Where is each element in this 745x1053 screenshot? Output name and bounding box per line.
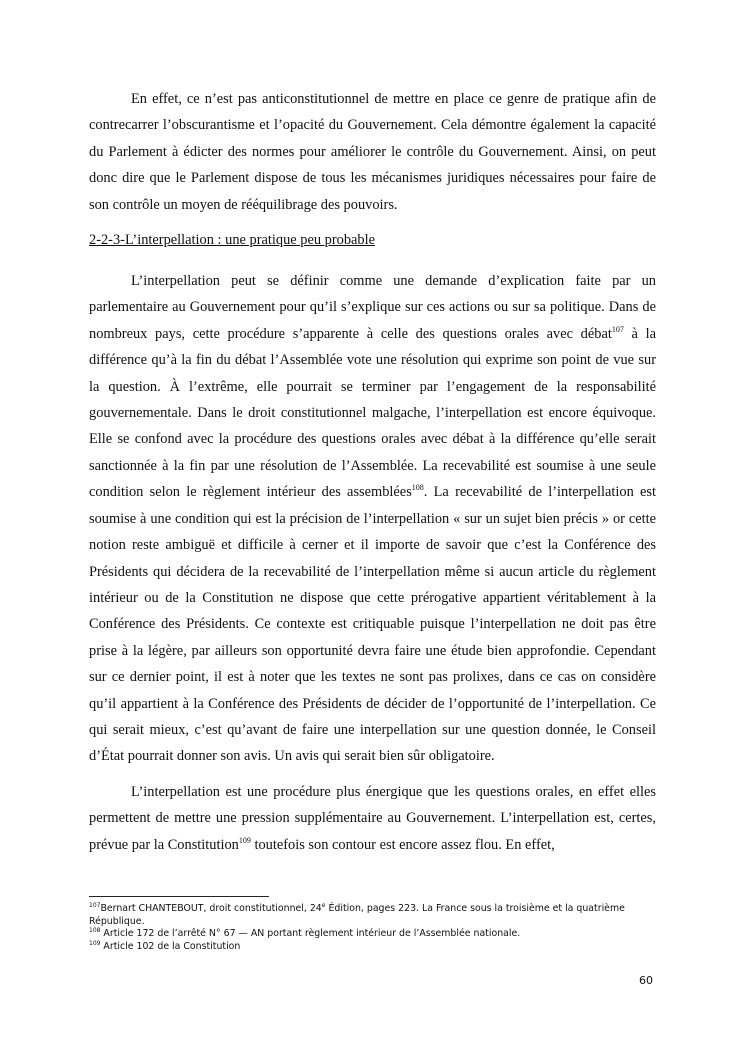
footnote-superscript: e bbox=[321, 902, 326, 909]
paragraph-2 bbox=[89, 268, 656, 770]
footnote-ref-108[interactable]: 108 bbox=[411, 483, 424, 493]
paragraph-2-text-b: à la différence qu’à la fin du débat l’Assemblée vote une résolution qui exprime son point de vue sur la question. À l’extrême, elle pourrait se terminer par l’engagement de la responsabilité gouvernementale. Dans le droit constitutionnel malgache, l’interpellation est encore équivoque. Elle se confond avec la procédure des questions orales avec débat à la différence qu’elle serait sanctionnée à la fin par une résolution de l’Assemblée. La recevabilité est soumise à une seule condition selon le règlement intérieur des assemblées bbox=[89, 325, 656, 501]
footnote-text: Édition, pages 223. La France sous la troisième et la quatrième République. bbox=[89, 903, 625, 927]
footnote-number: 109 bbox=[89, 939, 101, 947]
footnote-number: 107 bbox=[89, 902, 101, 909]
footnote-107 bbox=[89, 903, 656, 928]
paragraph-3-text-b: toutefois son contour est encore assez flou. En effet, bbox=[250, 836, 555, 853]
footnote-text: Article 102 de la Constitution bbox=[100, 940, 241, 952]
paragraph-2-text-c: . La recevabilité de l’interpellation est soumise à une condition qui est la précision de l’interpellation « sur un sujet bien précis » or cette notion reste ambiguë et difficile à cerner et il importe de savoir que c’est la Conférence des Présidents qui décidera de la recevabilité de l’interpellation même si aucun article du règlement intérieur ou de la Constitution ne dispose que cette prérogative appartient véritablement à la Conférence des Présidents. Ce contexte est critiquable puisque l’interpellation ne doit pas être prise à la légère, par ailleurs son opportunité devra faire une étude bien approfondie. Cependant sur ce dernier point, il est à noter que les textes ne sont pas prolixes, dans ce cas on considère qu’il appartient à la Conférence des Présidents de décider de l’opportunité de l’interpellation. Ce qui serait mieux, c’est qu’avant de faire une interpellation sur une question donnée, le Conseil d’État pourrait donner son avis. Un avis qui serait bien sûr obligatoire. bbox=[89, 484, 656, 765]
page-number: 60 bbox=[639, 974, 653, 987]
paragraph-3-text-a: L’interpellation est une procédure plus énergique que les questions orales, en effet elles permettent de mettre une pression supplémentaire au Gouvernement. L’interpellation est, certes, prévue par la Constitution bbox=[89, 783, 656, 853]
footnote-ref-109[interactable]: 109 bbox=[238, 835, 251, 845]
footnote-ref-107[interactable]: 107 bbox=[611, 324, 624, 334]
footnote-text: Bernart CHANTEBOUT, droit constitutionnel, 24 bbox=[100, 903, 322, 914]
paragraph-2-text-a: L’interpellation peut se définir comme une demande d’explication faite par un parlementaire au Gouvernement pour qu’il s’explique sur ces actions ou sur sa politique. Dans de nombreux pays, cette procédure s’apparente à celle des questions orales avec débat bbox=[89, 273, 656, 342]
paragraph-3 bbox=[89, 779, 656, 858]
footnote-109 bbox=[89, 941, 656, 954]
section-heading: 2-2-3-L’interpellation : une pratique peu probable bbox=[89, 232, 375, 249]
document-body bbox=[89, 86, 656, 867]
paragraph-1 bbox=[89, 86, 656, 218]
footnote-108 bbox=[89, 928, 656, 941]
footnote-number: 108 bbox=[89, 927, 101, 934]
footnote-text: Article 172 de l’arrêté N° 67 — AN portant règlement intérieur de l’Assemblée nationale. bbox=[100, 928, 521, 939]
paragraph-1-text: En effet, ce n’est pas anticonstitutionnel de mettre en place ce genre de pratique afin de contrecarrer l’obscurantisme et l’opacité du Gouvernement. Cela démontre également la capacité du Parlement à édicter des normes pour améliorer le contrôle du Gouvernement. Ainsi, on peut donc dire que le Parlement dispose de tous les mécanismes juridiques nécessaires pour faire de son contrôle un moyen de rééquilibrage des pouvoirs. bbox=[89, 91, 656, 213]
footnotes bbox=[89, 896, 656, 953]
footnote-divider bbox=[89, 896, 269, 897]
